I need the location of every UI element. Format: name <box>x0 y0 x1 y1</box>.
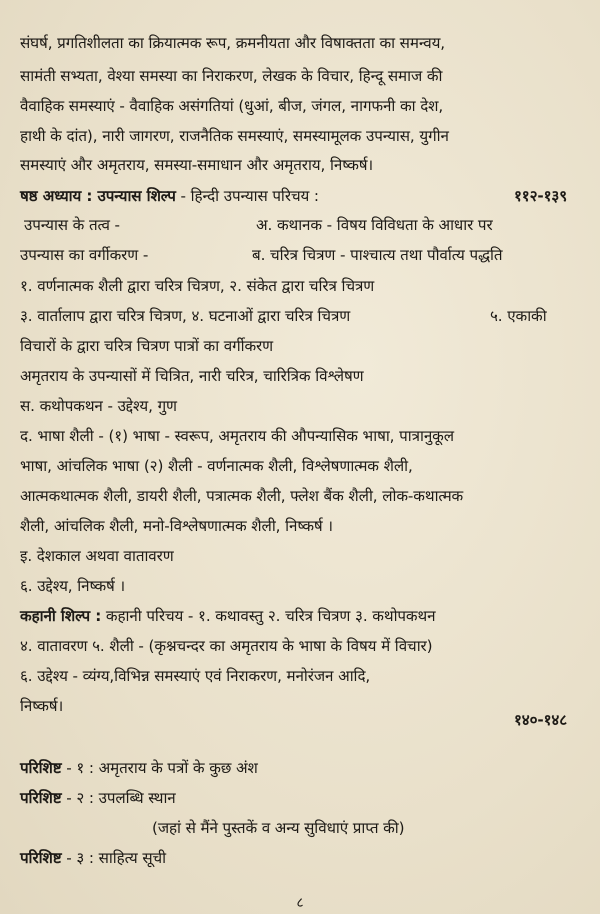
appendix-3-text: - ३ : साहित्य सूची <box>61 849 167 867</box>
intro-line-5: समस्याएं और अमृतराय, समस्या-समाधान और अमृतराय, निष्कर्ष। <box>20 156 374 174</box>
chapter6-pages: ११२-१३९ <box>514 187 567 205</box>
chapter6-line6: अमृतराय के उपन्यासों में चित्रित, नारी चरित्र, चारित्रिक विश्लेषण <box>20 367 364 385</box>
chapter6-heading-line <box>20 186 585 206</box>
appendix-1 <box>20 758 585 778</box>
appendix-1-label: परिशिष्ट <box>20 759 62 777</box>
row1-left: उपन्यास के तत्व - <box>24 216 120 234</box>
row2-right: ब. चरित्र चित्रण - पाश्चात्य तथा पौर्वात्य पद्धति <box>252 246 503 264</box>
chapter6-heading: षष्ठ अध्याय : उपन्यास शिल्प <box>20 187 176 205</box>
story-heading: कहानी शिल्प : <box>20 607 102 625</box>
appendix-1-text: - १ : अमृतराय के पत्रों के कुछ अंश <box>61 759 258 777</box>
appendix-3-label: परिशिष्ट <box>20 849 62 867</box>
chapter6-line12: इ. देशकाल अथवा वातावरण <box>20 547 174 565</box>
story-pages: १४०-१४८ <box>514 711 567 729</box>
story-line4: निष्कर्ष। <box>20 697 64 715</box>
chapter6-line10: आत्मकथात्मक शैली, डायरी शैली, पत्रात्मक शैली, फ्लेश बैंक शैली, लोक-कथात्मक <box>20 487 464 505</box>
story-line3: ६. उद्देश्य - व्यंग्य,विभिन्न समस्याएं एवं निराकरण, मनोरंजन आदि, <box>20 667 371 685</box>
line4-b: ५. एकाकी <box>490 307 547 325</box>
chapter6-row2 <box>20 245 585 265</box>
row2-left: उपन्यास का वर्गीकरण - <box>20 246 149 264</box>
story-line2: ४. वातावरण ५. शैली - (कृश्नचन्दर का अमृतराय के भाषा के विषय में विचार) <box>20 637 433 655</box>
page-number: ८ <box>296 895 304 911</box>
appendix-3 <box>20 848 585 868</box>
appendix-note: (जहां से मैंने पुस्तकें व अन्य सुविधाएं प्राप्त की) <box>152 819 405 837</box>
line4-a: ३. वार्तालाप द्वारा चरित्र चित्रण, ४. घटनाओं द्वारा चरित्र चित्रण <box>20 307 351 325</box>
intro-line-3: वैवाहिक समस्याएं - वैवाहिक असंगतियां (धुआं, बीज, जंगल, नागफनी का देश, <box>20 97 444 115</box>
chapter6-line11: शैली, आंचलिक शैली, मनो-विश्लेषणात्मक शैली, निष्कर्ष । <box>20 517 333 535</box>
appendix-2-text: - २ : उपलब्धि स्थान <box>61 789 176 807</box>
intro-line-4: हाथी के दांत), नारी जागरण, राजनैतिक समस्याएं, समस्यामूलक उपन्यास, युगीन <box>20 127 449 145</box>
chapter6-line8: द. भाषा शैली - (१) भाषा - स्वरूप, अमृतराय की औपन्यासिक भाषा, पात्रानुकूल <box>20 427 454 445</box>
chapter6-line9: भाषा, आंचलिक भाषा (२) शैली - वर्णनात्मक शैली, विश्लेषणात्मक शैली, <box>20 457 413 475</box>
chapter6-line7: स. कथोपकथन - उद्देश्य, गुण <box>20 397 177 415</box>
chapter6-line4 <box>20 306 585 326</box>
story-heading-line <box>20 606 585 626</box>
chapter6-subtitle: - हिन्दी उपन्यास परिचय : <box>175 187 319 205</box>
chapter6-row1 <box>24 215 589 235</box>
chapter6-line13: ६. उद्देश्य, निष्कर्ष । <box>20 577 126 595</box>
intro-line-1: संघर्ष, प्रगतिशीलता का क्रियात्मक रूप, क्रमनीयता और विषाक्तता का समन्वय, <box>20 34 446 52</box>
chapter6-line3: १. वर्णनात्मक शैली द्वारा चरित्र चित्रण, २. संकेत द्वारा चरित्र चित्रण <box>20 277 375 295</box>
chapter6-line5: विचारों के द्वारा चरित्र चित्रण पात्रों का वर्गीकरण <box>20 337 274 355</box>
row1-right: अ. कथानक - विषय विविधता के आधार पर <box>256 216 493 234</box>
appendix-2-label: परिशिष्ट <box>20 789 62 807</box>
story-line1-rest: कहानी परिचय - १. कथावस्तु २. चरित्र चित्रण ३. कथोपकथन <box>101 607 436 625</box>
appendix-2 <box>20 788 585 808</box>
intro-line-2: सामंती सभ्यता, वेश्या समस्या का निराकरण, लेखक के विचार, हिन्दू समाज की <box>20 67 443 85</box>
